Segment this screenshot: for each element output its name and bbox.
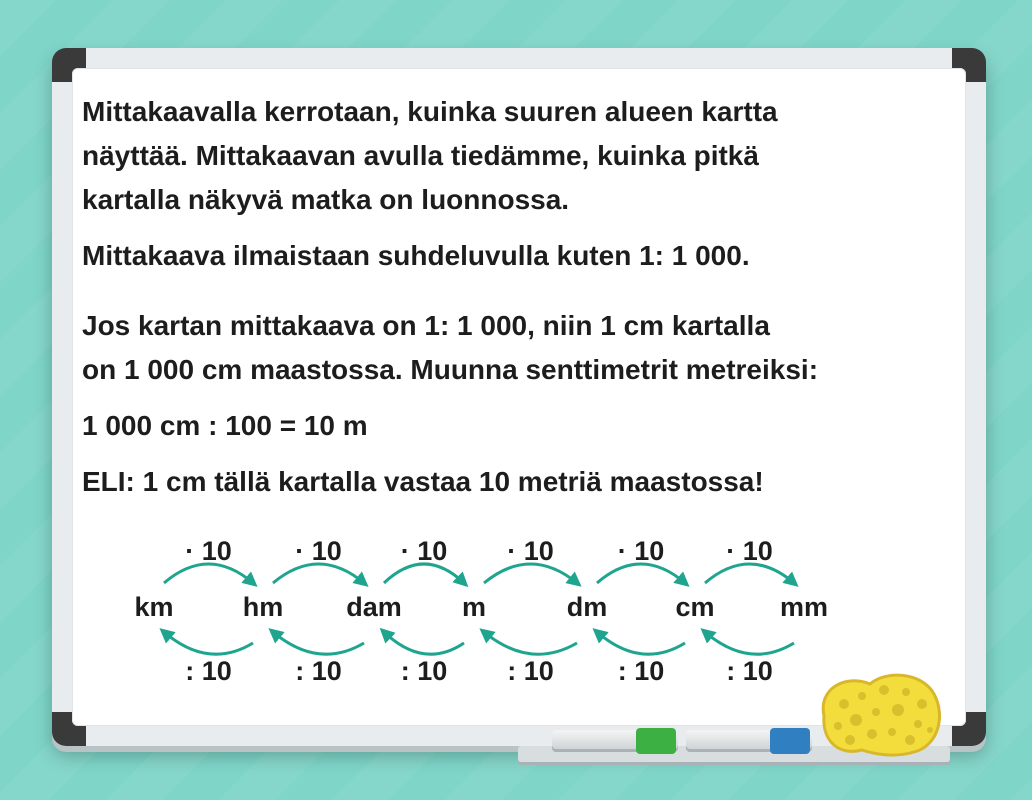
green-marker[interactable] — [552, 730, 678, 752]
divide-label: : 10 — [185, 656, 232, 686]
multiply-arrow — [164, 564, 253, 583]
paragraph1-line3: kartalla näkyvä matka on luonnossa. — [82, 184, 570, 215]
multiply-arrow — [597, 564, 685, 583]
multiply-label: · 10 — [507, 536, 554, 566]
paragraph1-line2: näyttää. Mittakaavan avulla tiedämme, kuinka pitkä — [82, 140, 759, 171]
multiply-arrow — [273, 564, 364, 583]
unit-hm: hm — [242, 592, 284, 622]
paragraph3-line1: Jos kartan mittakaava on 1: 1 000, niin 1 cm kartalla — [82, 310, 770, 341]
calculation: 1 000 cm : 100 = 10 m — [82, 410, 368, 441]
divide-label: : 10 — [617, 656, 665, 686]
unit-m: m — [461, 592, 487, 622]
divide-arrow — [384, 632, 464, 654]
multiply-label: · 10 — [726, 536, 773, 566]
conclusion: ELI: 1 cm tällä kartalla vastaa 10 metriä maastossa! — [82, 466, 764, 497]
multiply-arrow — [705, 564, 794, 583]
divide-label: : 10 — [726, 656, 773, 686]
divide-arrow — [705, 632, 794, 654]
paragraph3-line2: on 1 000 cm maastossa. Muunna senttimetrit metreiksi: — [82, 354, 819, 385]
unit-cm: cm — [675, 592, 715, 622]
multiply-label: · 10 — [617, 536, 665, 566]
multiply-label: · 10 — [185, 536, 232, 566]
divide-arrow — [484, 632, 577, 654]
green-marker-cap — [636, 728, 676, 754]
paragraph1-line1: Mittakaavalla kerrotaan, kuinka suuren alueen kartta — [82, 96, 778, 127]
divide-arrow — [273, 632, 364, 654]
divide-arrow — [164, 632, 253, 654]
sponge-icon[interactable] — [814, 668, 946, 758]
divide-arrow — [597, 632, 685, 654]
unit-mm: mm — [779, 592, 829, 622]
blue-marker[interactable] — [686, 730, 812, 752]
divide-label: : 10 — [400, 656, 448, 686]
multiply-arrow — [484, 564, 577, 583]
blue-marker-cap — [770, 728, 810, 754]
divide-label: : 10 — [295, 656, 342, 686]
multiply-arrow — [384, 564, 464, 583]
unit-dam: dam — [346, 592, 402, 622]
paragraph2: Mittakaava ilmaistaan suhdeluvulla kuten 1: 1 000. — [82, 240, 750, 271]
multiply-label: · 10 — [295, 536, 342, 566]
multiply-label: · 10 — [400, 536, 448, 566]
unit-dm: dm — [566, 592, 608, 622]
divide-label: : 10 — [507, 656, 554, 686]
unit-km: km — [134, 592, 174, 622]
